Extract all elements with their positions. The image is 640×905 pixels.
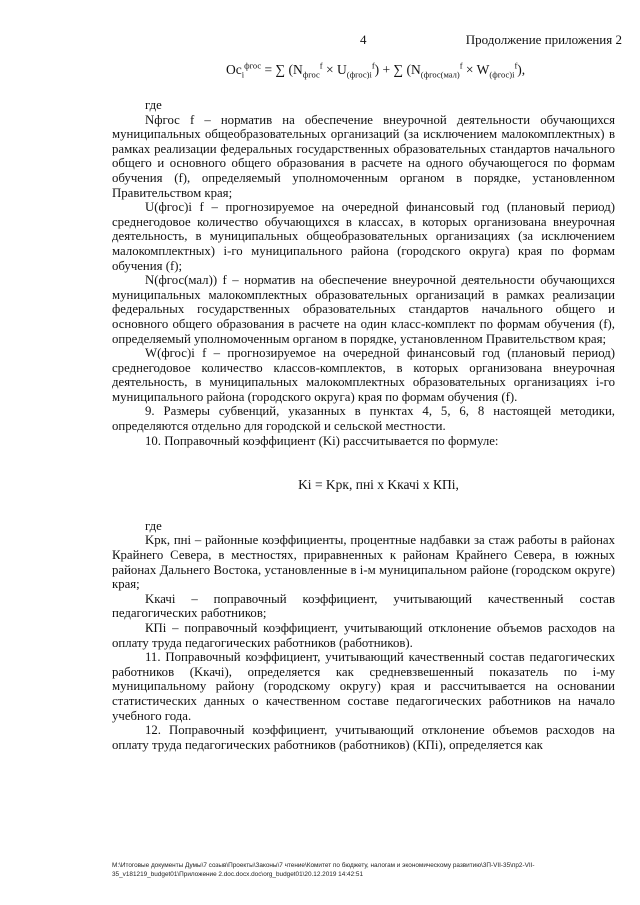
document-body xyxy=(112,98,615,752)
paragraph-k-rk-pn: Kрк, пнi – районные коэффициенты, процентные надбавки за стаж работы в районах Крайнего Севера, в местностях, приравненных к районам Крайнего Севера, в южных районах Дальнего Востока, установленные в i-м муниципальном районе (городском округе) края; xyxy=(112,533,615,592)
paragraph-n-fgos: Nфгос f – норматив на обеспечение внеурочной деятельности обучающихся муниципальных общеобразовательных организаций (за исключением малокомплектных) в рамках реализации федеральных государственных образовательных стандартов начального общего и основного общего образования в расчете на одного обучающегося по формам обучения (f), определяемый уполномоченным органом в порядке, установленном Правительством края; xyxy=(112,112,615,200)
page-number: 4 xyxy=(360,32,367,47)
paragraph-9: 9. Размеры субвенций, указанных в пунктах 4, 5, 6, 8 настоящей методики, определяются отдельно для городской и сельской местности. xyxy=(112,404,615,434)
paragraph-k-kach: Kкачi – поправочный коэффициент, учитывающий качественный состав педагогических работников; xyxy=(112,591,615,621)
paragraph-u-fgos: U(фгос)i f – прогнозируемое на очередной финансовый год (плановый период) среднегодовое количество обучающихся в классах, в которых организована внеурочная деятельность, в муниципальных общеобразовательных организациях (за исключением малокомплектных) i-го муниципального района (городского округа) края по формам обучения (f); xyxy=(112,200,615,273)
where-label-2: где xyxy=(145,518,162,533)
paragraph-12: 12. Поправочный коэффициент, учитывающий отклонение объемов расходов на оплату труда педагогических работников (работников) (КПi), определяется как xyxy=(112,723,615,752)
paragraph-w-fgos: W(фгос)i f – прогнозируемое на очередной финансовый год (плановый период) среднегодовое количество классов-комплектов, в которых организована внеурочная деятельность, в муниципальных малокомплектных образовательных организациях i-го муниципального района (городского округа) края по формам обучения (f). xyxy=(112,346,615,404)
paragraph-kp: КПi – поправочный коэффициент, учитывающий отклонение объемов расходов на оплату труда педагогических работников (работников). xyxy=(112,621,615,650)
paragraph-10: 10. Поправочный коэффициент (Ki) рассчитывается по формуле: xyxy=(145,433,499,448)
subsidy-formula: $Oc_i^{фгос}$ = ∑ $(N_{фгос}^f \times U_{(фгос)i}^f)$ + ∑ $(N_{(фгос(мал)}^f \times W_{(фгос)i}^f)$, xyxy=(226,60,526,80)
ki-formula: Ki = Kрк, пнi x Kкачi x КПi, xyxy=(298,477,459,493)
continuation-label: Продолжение приложения 2 xyxy=(465,32,622,47)
paragraph-11: 11. Поправочный коэффициент, учитывающий качественный состав педагогических работников (Kкачi), определяется как средневзвешенный показатель по i-му муниципальному району (городскому округу) края и рассчитывается на основании статистических данных о качественном составе педагогических работников на начало учебного года. xyxy=(112,650,615,723)
where-label: где xyxy=(145,98,162,112)
file-path-footer: M:\Итоговые документы Думы\7 созыв\Проекты\Законы\7 чтение\Комитет по бюджету, налогам и экономическому развитию\3П-VII-35\пр2-VII-35_v181219_budget01\Приложение 2.doc.docx.doc\org_budget01\20.12.2019 14:42:51 xyxy=(112,862,535,878)
paragraph-n-fgos-mal: N(фгос(мал)) f – норматив на обеспечение внеурочной деятельности обучающихся муниципальных малокомплектных образовательных организаций в рамках реализации федеральных государственных образовательных стандартов начального общего и основного общего образования в расчете на один класс-комплект по формам обучения (f), определяемый уполномоченным органом в порядке, установленном Правительством края; xyxy=(112,273,615,346)
